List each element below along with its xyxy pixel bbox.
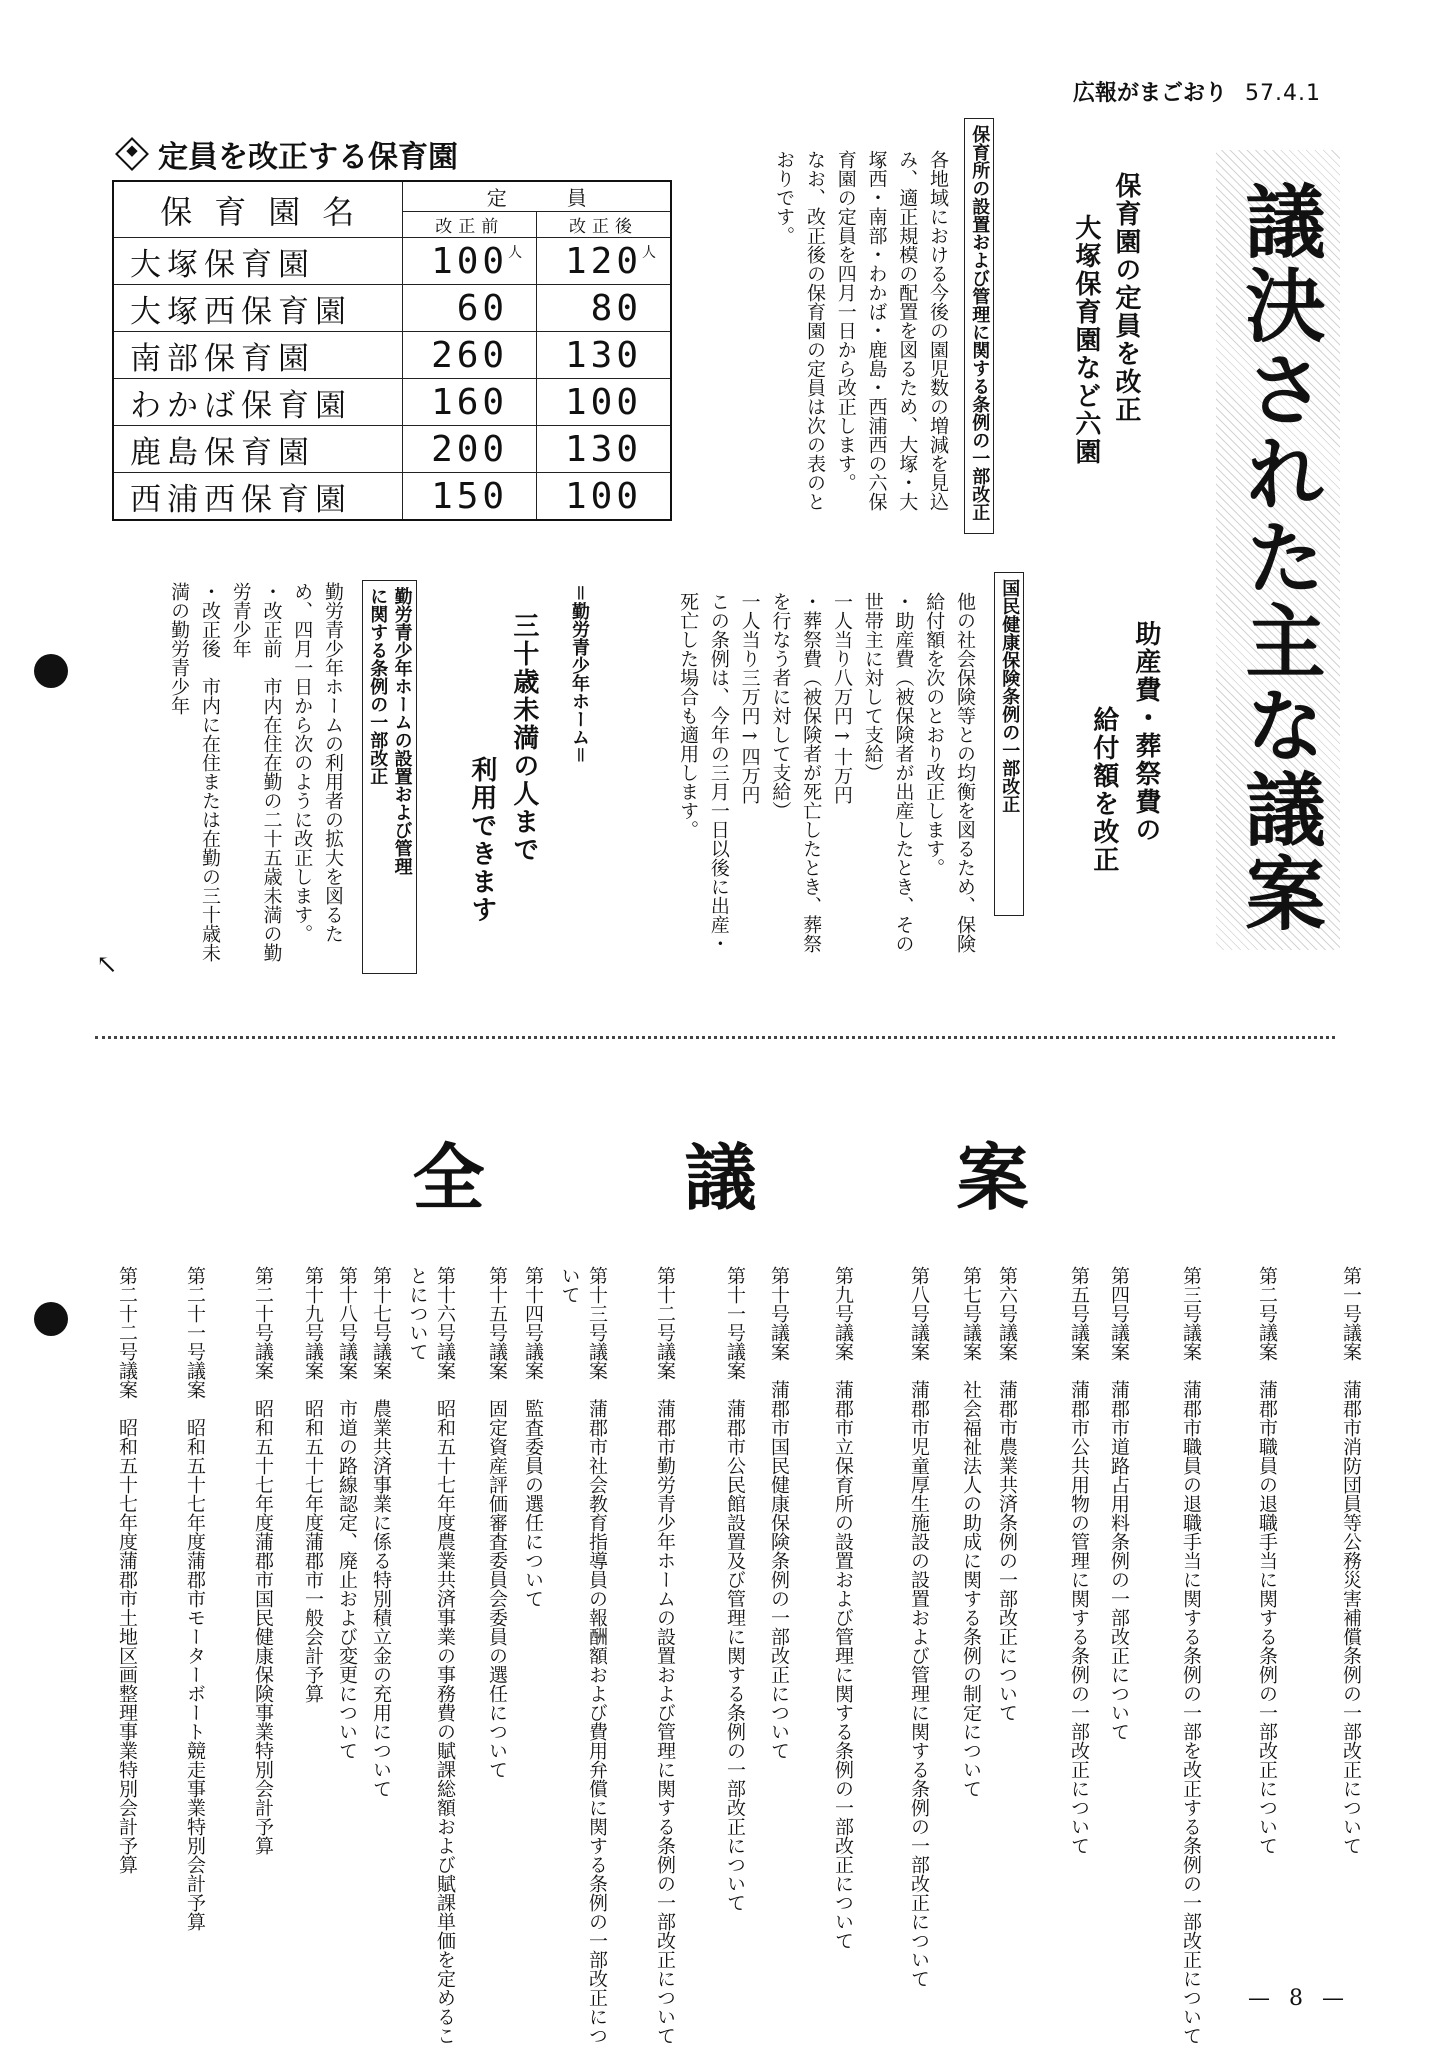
table-row <box>113 238 671 285</box>
article1-body-2: なお、改正後の保育園の定員は次の表のとおりです。 <box>773 150 826 511</box>
header-nursery-name: 保育園名 <box>113 181 403 238</box>
article3-headline-1: 三十歳未満の人まで <box>508 612 539 864</box>
nursery-name: 西浦西保育園 <box>113 473 403 521</box>
list-item: 第三号議案 蒲郡市職員の退職手当に関する条例の一部を改正する条例の一部改正について <box>1180 1266 1202 2045</box>
issue-date: 57.4.1 <box>1245 81 1321 106</box>
diamond-icon <box>115 137 149 171</box>
unit-label: 人 <box>508 245 527 261</box>
capacity-after: 130 <box>537 332 671 379</box>
nursery-name: 南部保育園 <box>113 332 403 379</box>
list-item: 第十六号議案 昭和五十七年度農業共済事業の事務費の賦課総額および賦課単価を定めることについて <box>406 1266 456 2045</box>
article1-section-label: 保育所の設置および管理に関する条例の一部改正 <box>964 118 994 534</box>
list-item: 第九号議案 蒲郡市立保育所の設置および管理に関する条例の一部改正について <box>832 1266 854 1950</box>
capacity-after: 100 <box>537 379 671 426</box>
article2-headline-1: 助産費・葬祭費の <box>1130 620 1161 844</box>
capacity-after-value: 120 <box>564 240 642 282</box>
list-item: 第四号議案 蒲郡市道路占用料条例の一部改正について <box>1108 1266 1130 1741</box>
article3-body <box>96 582 348 966</box>
article3-body-text: 勤労青少年ホームの利用者の拡大を図るため、四月一日から次のように改正します。 <box>291 582 344 943</box>
article2-headline-2: 給付額を改正 <box>1088 706 1119 874</box>
table-row <box>113 285 671 332</box>
list-item: 第二十号議案 昭和五十七年度蒲郡市国民健康保険事業特別会計予算 <box>252 1266 274 1855</box>
list-item: 第十二号議案 蒲郡市勤労青少年ホームの設置および管理に関する条例の一部改正について <box>654 1266 676 2045</box>
article3-headline-2: 利用できます <box>466 756 497 924</box>
nursery-name: 大塚保育園 <box>113 238 403 285</box>
list-item: 第八号議案 蒲郡市児童厚生施設の設置および管理に関する条例の一部改正について <box>908 1266 930 1988</box>
binding-hole-dot <box>34 654 68 688</box>
article2-item-2: ・葬祭費（被保険者が死亡したとき、葬祭を行なう者に対して支給） <box>769 592 823 953</box>
header-before: 改正前 <box>403 212 537 238</box>
article2-body <box>620 592 980 964</box>
bills-heading: 全議案 <box>412 1135 1229 1220</box>
capacity-before: 200 <box>403 426 537 473</box>
capacity-before-value: 100 <box>431 240 509 282</box>
list-item: 第十五号議案 固定資産評価審査委員会委員の選任について <box>486 1266 508 1779</box>
capacity-before <box>403 238 537 285</box>
list-item: 第二十一号議案 昭和五十七年度蒲郡市モーターボート競走事業特別会計予算 <box>184 1266 206 1931</box>
article3-after: ・改正後 市内に在住または在勤の三十歳未満の勤労青少年 <box>168 582 221 962</box>
capacity-before: 150 <box>403 473 537 521</box>
nursery-name: 大塚西保育園 <box>113 285 403 332</box>
table-heading <box>112 132 458 176</box>
list-item: 第十一号議案 蒲郡市公民館設置及び管理に関する条例の一部改正について <box>724 1266 746 1912</box>
header-capacity-2: 員 <box>566 186 647 210</box>
dotted-separator <box>95 1036 1335 1039</box>
header-capacity <box>403 181 671 212</box>
table-row <box>113 426 671 473</box>
article2-section-label: 国民健康保険条例の一部改正 <box>994 572 1024 916</box>
unit-label: 人 <box>642 245 660 261</box>
table-heading-text: 定員を改正する保育園 <box>158 140 458 175</box>
capacity-after: 100 <box>537 473 671 521</box>
list-item: 第二号議案 蒲郡市職員の退職手当に関する条例の一部改正について <box>1256 1266 1278 1855</box>
nursery-name: 鹿島保育園 <box>113 426 403 473</box>
page-number: — 8 — <box>1248 1986 1350 2011</box>
page-title: 議決された主な議案 <box>1232 180 1325 936</box>
article2-item-2-amount: 一人当り三万円→四万円 <box>738 592 761 804</box>
list-item: 第十四号議案 監査委員の選任について <box>522 1266 544 1608</box>
list-item: 第十九号議案 昭和五十七年度蒲郡市一般会計予算 <box>302 1266 324 1703</box>
capacity-before: 260 <box>403 332 537 379</box>
table-row <box>113 473 671 521</box>
article1-body <box>773 150 953 525</box>
article3-section-label-2: に関する条例の一部改正 <box>367 587 389 785</box>
table-row <box>113 379 671 426</box>
capacity-after: 80 <box>537 285 671 332</box>
article2-item-1-amount: 一人当り八万円→十万円 <box>830 592 853 804</box>
article1-body-1: 各地域における今後の園児数の増減を見込み、適正規模の配置を図るため、大塚・大塚西・南部・わかば・鹿島・西浦西の六保育園の定員を四月一日から改正します。 <box>834 150 949 511</box>
page-header <box>1073 76 1321 107</box>
capacity-after: 130 <box>537 426 671 473</box>
article3-section-label-1: 勤労青少年ホームの設置および管理 <box>391 587 413 875</box>
list-item: 第十号議案 蒲郡市国民健康保険条例の一部改正について <box>768 1266 790 1760</box>
capacity-before: 160 <box>403 379 537 426</box>
nursery-name: わかば保育園 <box>113 379 403 426</box>
table-header-row <box>113 181 671 212</box>
list-item: 第六号議案 蒲郡市農業共済条例の一部改正について <box>996 1266 1018 1722</box>
article3-section-label <box>362 580 417 974</box>
list-item: 第十八号議案 市道の路線認定、廃止および変更について <box>336 1266 358 1760</box>
list-item: 第五号議案 蒲郡市公共用物の管理に関する条例の一部改正について <box>1068 1266 1090 1855</box>
capacity-before: 60 <box>403 285 537 332</box>
header-after: 改正後 <box>537 212 671 238</box>
capacity-after <box>537 238 671 285</box>
list-item: 第十七号議案 農業共済事業に係る特別積立金の充用について <box>370 1266 392 1798</box>
article1-headline-2: 大塚保育園など六園 <box>1070 214 1101 466</box>
article3-before: ・改正前 市内在住在勤の二十五歳未満の勤労青少年 <box>229 582 283 962</box>
continue-arrow-icon: ↖ <box>96 950 118 980</box>
list-item: 第七号議案 社会福祉法人の助成に関する条例の制定について <box>960 1266 982 1798</box>
title-banner <box>1216 150 1340 950</box>
binding-hole-dot <box>34 1302 68 1336</box>
header-capacity-1: 定 <box>486 186 567 210</box>
list-item: 第十三号議案 蒲郡市社会教育指導員の報酬額および費用弁償に関する条例の一部改正について <box>558 1266 608 2045</box>
article2-note: この条例は、今年の三月一日以後に出産・死亡した場合も適用します。 <box>677 592 730 953</box>
publication-name: 広報がまごおり <box>1073 81 1228 106</box>
capacity-table <box>112 180 672 521</box>
list-item: 第一号議案 蒲郡市消防団員等公務災害補償条例の一部改正について <box>1340 1266 1362 1855</box>
article2-item-1: ・助産費（被保険者が出産したとき、その世帯主に対して支給） <box>861 592 915 953</box>
table-row <box>113 332 671 379</box>
article3-kicker: ＝勤労青少年ホーム＝ <box>569 584 590 764</box>
article1-headline-1: 保育園の定員を改正 <box>1110 172 1141 424</box>
article2-intro: 他の社会保険等との均衡を図るため、保険給付額を次のとおり改正します。 <box>923 592 976 953</box>
list-item: 第二十二号議案 昭和五十七年度蒲郡市土地区画整理事業特別会計予算 <box>116 1266 138 1874</box>
